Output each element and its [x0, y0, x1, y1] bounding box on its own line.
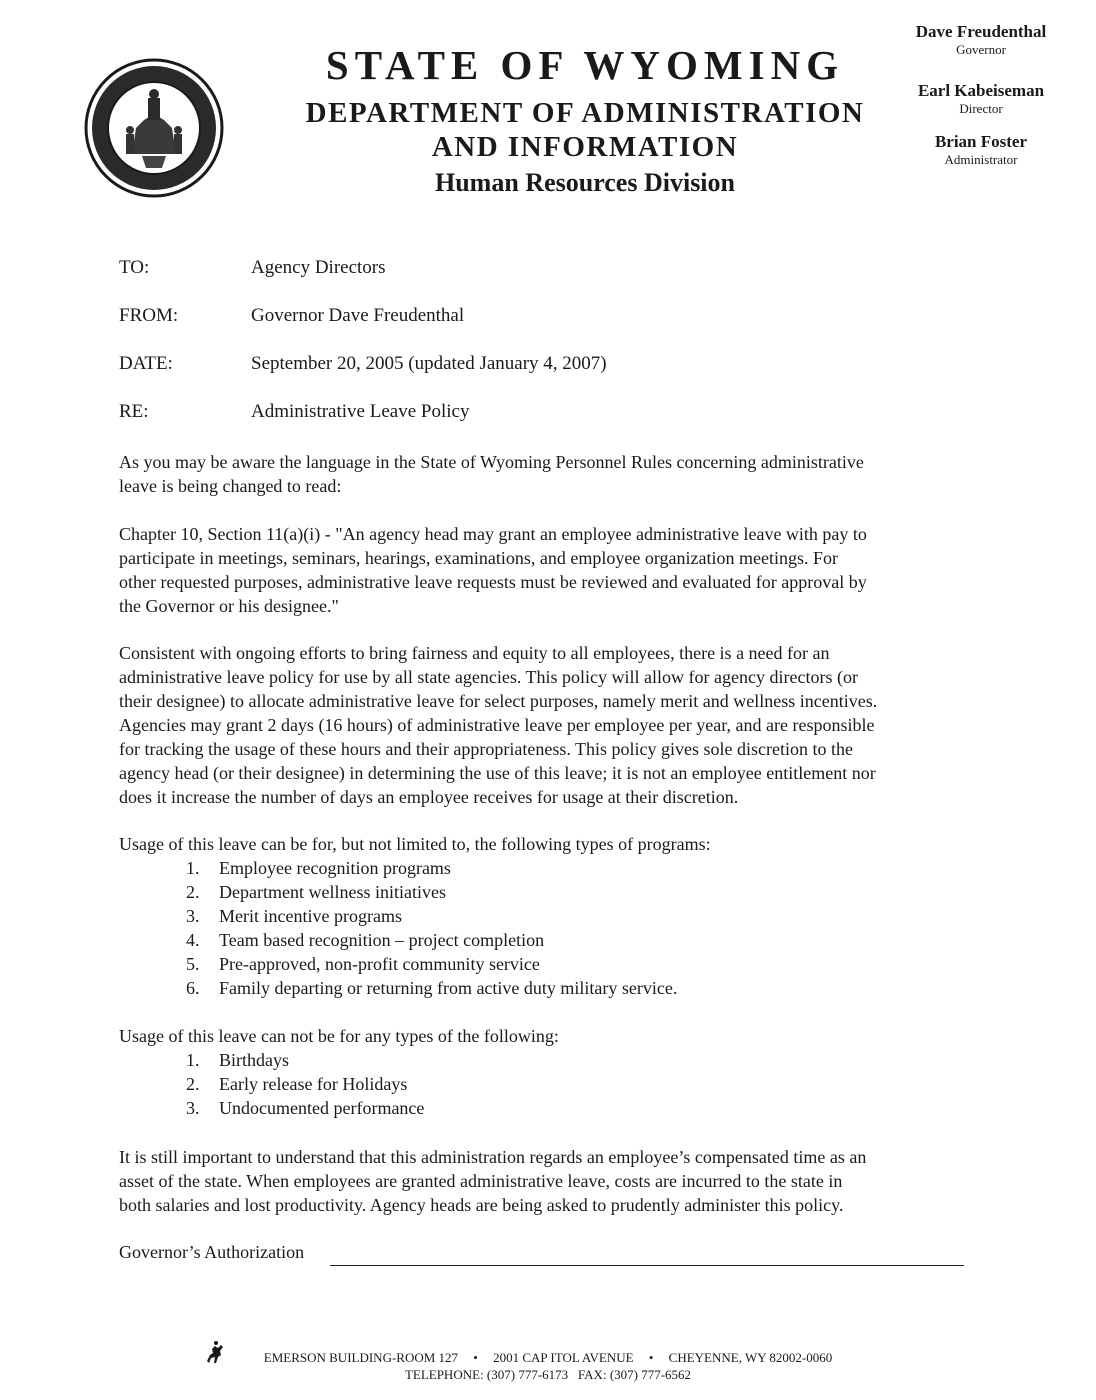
list-number: 4. [186, 930, 200, 950]
footer-separator: • [648, 1350, 654, 1365]
footer-fax: (307) 777-6562 [609, 1367, 692, 1382]
list-number: 2. [186, 1074, 200, 1094]
list-item [186, 928, 677, 952]
officer-governor [895, 22, 1067, 58]
officer-title: Administrator [944, 152, 1018, 167]
footer-fax-label: FAX: [577, 1367, 607, 1382]
authorization-label: Governor’s Authorization [119, 1242, 305, 1262]
letterhead-state: STATE OF WYOMING [325, 42, 845, 88]
list-item [186, 1048, 424, 1072]
intro-paragraph: As you may be aware the language in the State of Wyoming Personnel Rules concerning administrative leave is being changed to read: [119, 452, 864, 496]
wyoming-state-seal [84, 58, 224, 198]
letterhead-department-line2: AND INFORMATION [431, 131, 739, 163]
memo-to-label: TO: [119, 257, 150, 278]
memo-from-label: FROM: [119, 305, 179, 326]
list-text: Team based recognition – project completion [219, 930, 545, 950]
list-number: 5. [186, 954, 200, 974]
list-text: Department wellness initiatives [219, 882, 446, 902]
list-text: Early release for Holidays [219, 1074, 408, 1094]
officer-name: Dave Freudenthal [915, 22, 1047, 41]
list-item [186, 1096, 424, 1120]
closing-paragraph: It is still important to understand that this administration regards an employee’s compensated time as an asset of the state. When employees are granted administrative leave, costs are incurred to the state in both salaries and lost productivity. Agency heads are being asked to prudently administer this policy. [119, 1147, 867, 1215]
footer-contact [0, 1366, 1096, 1383]
list-item [186, 904, 677, 928]
list-item [186, 880, 677, 904]
list-text: Undocumented performance [219, 1098, 425, 1118]
list-number: 2. [186, 882, 200, 902]
footer-address-street: 2001 CAP ITOL AVENUE [493, 1350, 634, 1365]
list-text: Employee recognition programs [219, 858, 451, 878]
list-number: 1. [186, 858, 200, 878]
allowed-list [186, 856, 677, 1000]
list-item [186, 1072, 424, 1096]
disallowed-list [186, 1048, 424, 1120]
allowed-intro: Usage of this leave can be for, but not limited to, the following types of programs: [119, 834, 711, 854]
memo-date-label: DATE: [119, 353, 173, 374]
list-text: Pre-approved, non-profit community service [219, 954, 540, 974]
footer-address-building: EMERSON BUILDING-ROOM 127 [263, 1350, 459, 1365]
disallowed-intro: Usage of this leave can not be for any types of the following: [119, 1026, 559, 1046]
quote-paragraph: Chapter 10, Section 11(a)(i) - "An agency head may grant an employee administrative leave with pay to participate in meetings, seminars, hearings, examinations, and employee organization meetings. For other requested purposes, administrative leave requests must be reviewed and evaluated for approval by the Governor or his designee." [119, 524, 867, 616]
list-item [186, 856, 677, 880]
footer-separator: • [473, 1350, 478, 1365]
letterhead-division: Human Resources Division [435, 168, 735, 197]
memo-date-value: September 20, 2005 (updated January 4, 2007) [251, 353, 607, 374]
list-item [186, 976, 677, 1000]
officer-title: Director [959, 101, 1003, 116]
footer-address-city: CHEYENNE, WY 82002-0060 [668, 1350, 833, 1365]
list-text: Merit incentive programs [219, 906, 402, 926]
memo-re-value: Administrative Leave Policy [251, 401, 470, 422]
list-text: Birthdays [219, 1050, 289, 1070]
list-number: 1. [186, 1050, 200, 1070]
officer-name: Brian Foster [934, 132, 1028, 151]
list-text: Family departing or returning from active duty military service. [219, 978, 678, 998]
policy-paragraph: Consistent with ongoing efforts to bring fairness and equity to all employees, there is a need for an administrative leave policy for use by all state agencies. This policy will allow for agency directors (or their designee) to allocate administrative leave for select purposes, namely merit and wellness incentives. Agencies may grant 2 days (16 hours) of administrative leave per employee per year, and are responsible for tracking the usage of these hours and their appropriateness. This policy gives sole discretion to the agency head (or their designee) in determining the use of this leave; it is not an employee entitlement nor does it increase the number of days an employee receives for usage at their discretion. [119, 643, 878, 807]
list-number: 3. [186, 1098, 200, 1118]
officer-director [895, 81, 1067, 117]
memo-from-value: Governor Dave Freudenthal [251, 305, 465, 326]
officer-title: Governor [956, 42, 1006, 57]
footer-phone: (307) 777-6173 [486, 1367, 569, 1382]
footer [0, 1349, 1096, 1383]
letterhead-department-line1: DEPARTMENT OF ADMINISTRATION [305, 97, 865, 129]
list-number: 3. [186, 906, 200, 926]
officer-name: Earl Kabeiseman [917, 81, 1045, 100]
memo-re-label: RE: [119, 401, 149, 422]
footer-address [0, 1349, 1096, 1366]
officer-administrator [895, 132, 1067, 168]
footer-phone-label: TELEPHONE: [404, 1367, 484, 1382]
list-number: 6. [186, 978, 200, 998]
list-item [186, 952, 677, 976]
signature-line [330, 1265, 964, 1266]
memo-to-value: Agency Directors [251, 257, 386, 278]
